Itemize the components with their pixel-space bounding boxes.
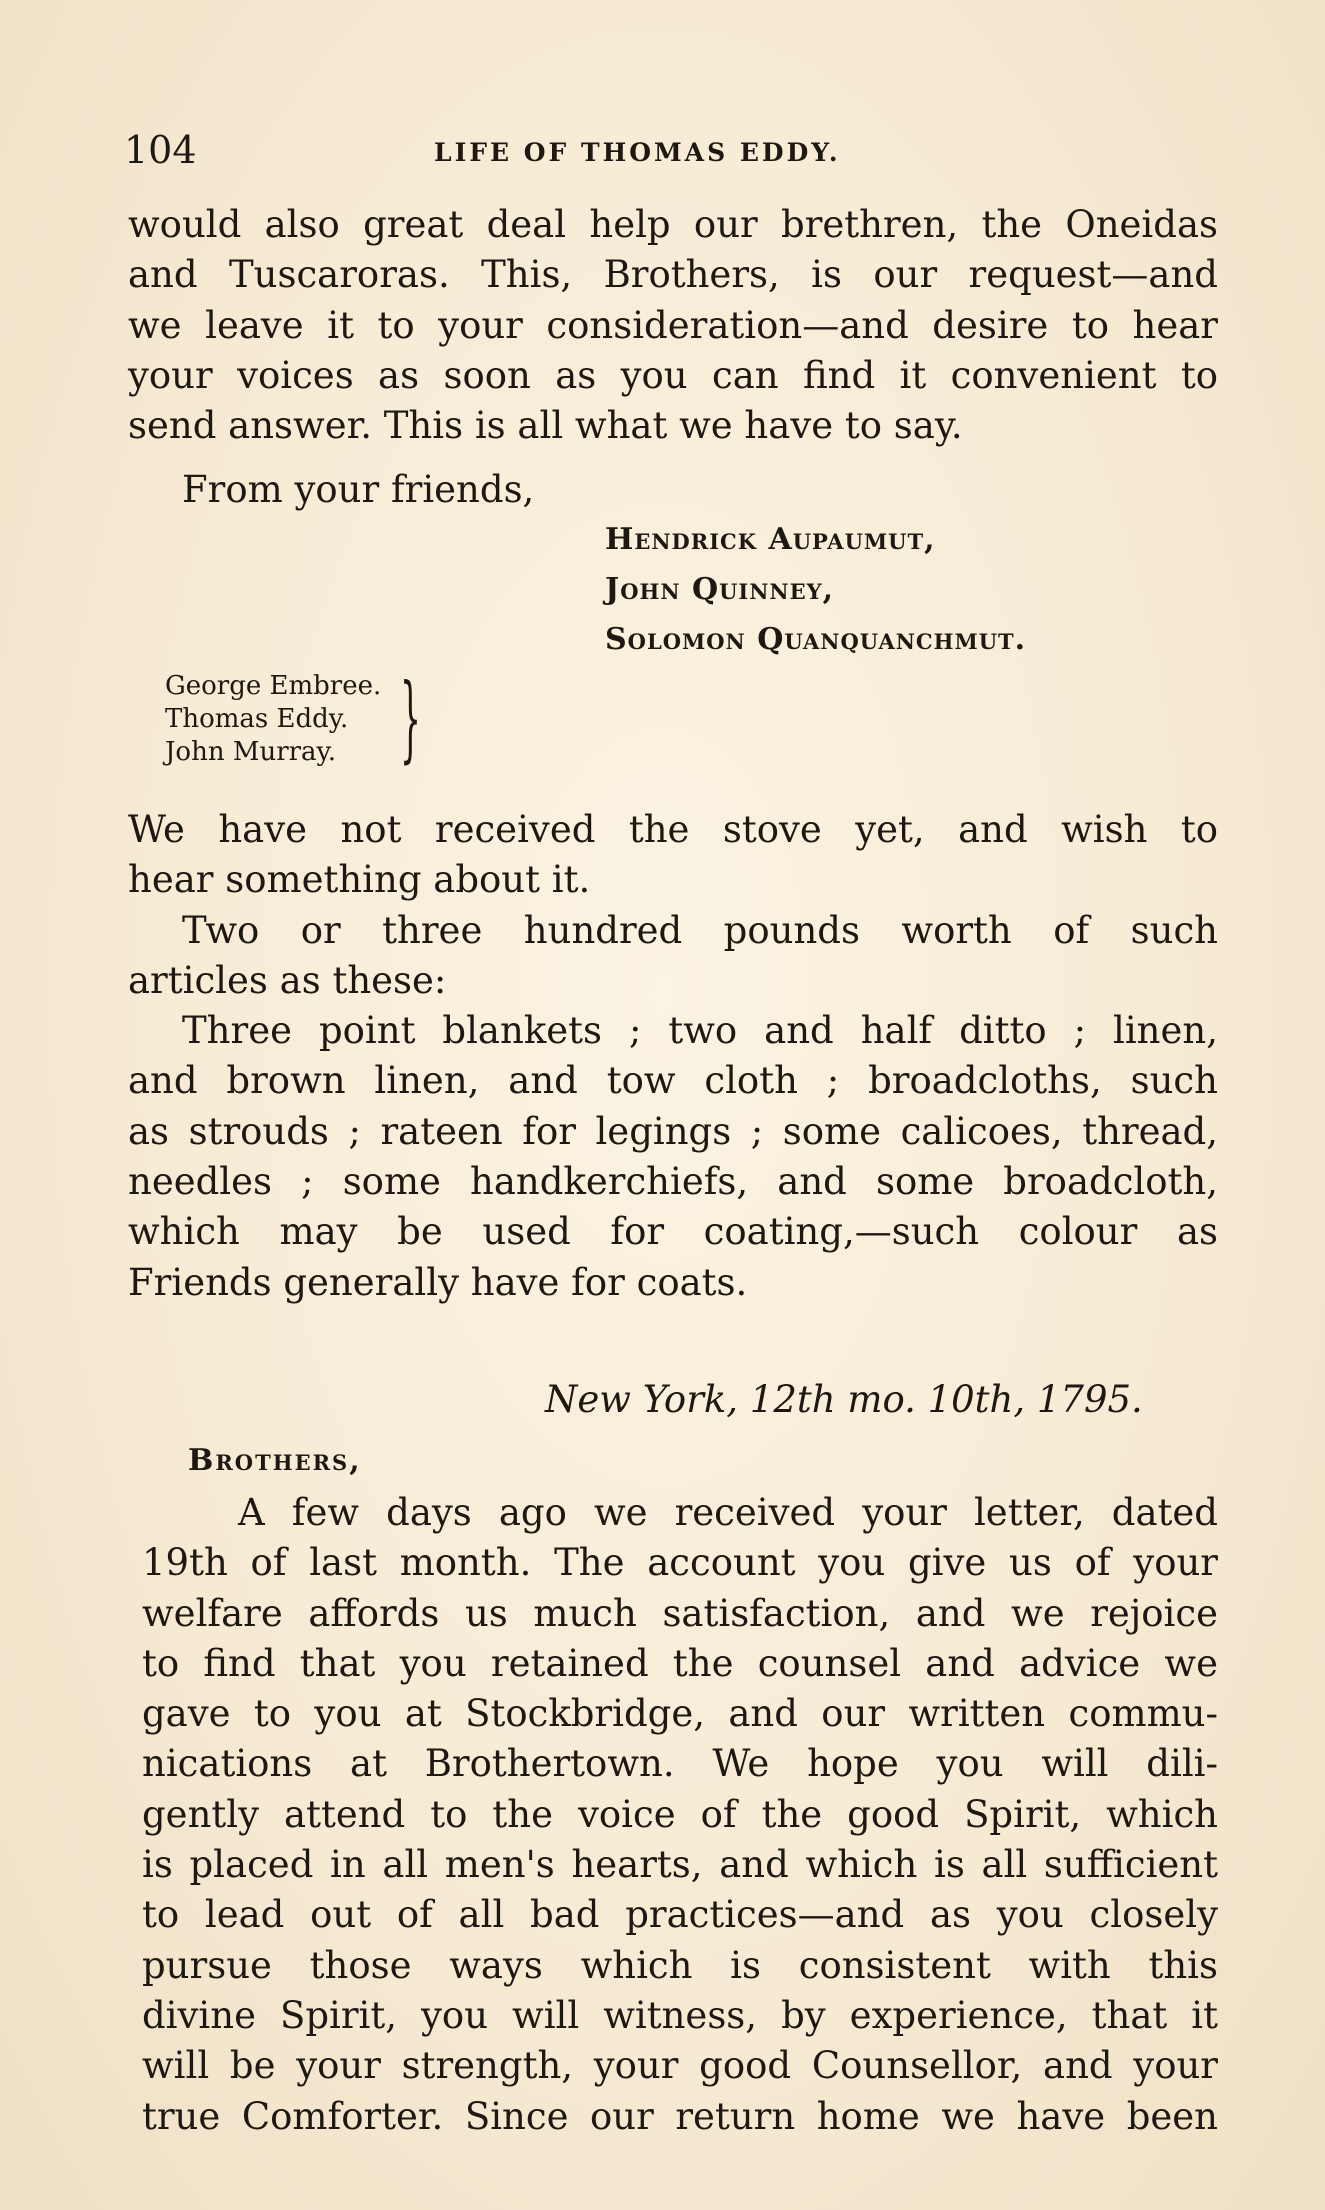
text-line: welfare affords us much satisfaction, and we rejoice [142,1591,1218,1635]
text-line: articles as these: [128,958,447,1002]
text-line: is placed in all men's hearts, and which is all sufficient [142,1843,1218,1887]
text-line: send answer. This is all what we have to say. [128,404,963,448]
signatory-name: John Quinney, [605,572,835,607]
text-line: nications at Brothertown. We hope you will dili- [142,1742,1218,1786]
running-title: LIFE OF THOMAS EDDY. [434,138,841,167]
witness-name: Thomas Eddy. [165,704,349,734]
text-line: and Tuscaroras. This, Brothers, is our request—and [128,253,1218,297]
signatory-name: Solomon Quanquanchmut. [605,622,1027,657]
letter-salutation: Brothers, [188,1443,362,1478]
text-line: divine Spirit, you will witness, by experience, that it [142,1993,1218,2037]
text-line: Two or three hundred pounds worth of such [182,908,1218,952]
letter-dateline: New York, 12th mo. 10th, 1795. [545,1378,1143,1421]
text-line: Three point blankets ; two and half ditto ; linen, [182,1009,1218,1053]
text-line: gently attend to the voice of the good Spirit, which [142,1792,1218,1836]
text-line: A few days ago we received your letter, dated [238,1491,1218,1534]
letter-closing: From your friends, [182,468,535,511]
text-line: we leave it to your consideration—and desire to hear [128,303,1218,347]
text-line: gave to you at Stockbridge, and our written commu- [142,1692,1218,1736]
witness-list [165,670,381,769]
text-line: to lead out of all bad practices—and as you closely [142,1893,1218,1937]
text-line: would also great deal help our brethren, the Oneidas [128,203,1218,246]
witness-name: George Embree. [165,671,382,701]
text-line: will be your strength, your good Counsellor, and your [142,2044,1218,2088]
signatories [605,515,1026,665]
right-brace-icon: } [400,664,421,773]
text-line: 19th of last month. The account you give us of your [142,1541,1218,1585]
page-number: 104 [124,128,197,172]
text-line: as strouds ; rateen for legings ; some calicoes, thread, [128,1109,1218,1153]
text-line: We have not received the stove yet, and wish to [128,808,1218,851]
text-line: pursue those ways which is consistent with this [142,1943,1218,1987]
text-line: hear something about it. [128,858,591,902]
text-line: your voices as soon as you can find it convenient to [128,353,1218,397]
letter-body [142,1488,1218,2142]
text-line: Friends generally have for coats. [128,1260,748,1304]
postscript [128,805,1218,1308]
signatory-name: Hendrick Aupaumut, [605,522,936,557]
text-line: and brown linen, and tow cloth ; broadcloths, such [128,1059,1218,1103]
text-line: true Comforter. Since our return home we have been [142,2094,1218,2138]
witness-name: John Murray. [165,737,337,767]
text-line: which may be used for coating,—such colour as [128,1210,1218,1254]
text-line: needles ; some handkerchiefs, and some broadcloth, [128,1160,1218,1204]
page-header [124,128,1224,178]
letter-body [128,200,1218,451]
text-line: to find that you retained the counsel and advice we [142,1641,1218,1685]
